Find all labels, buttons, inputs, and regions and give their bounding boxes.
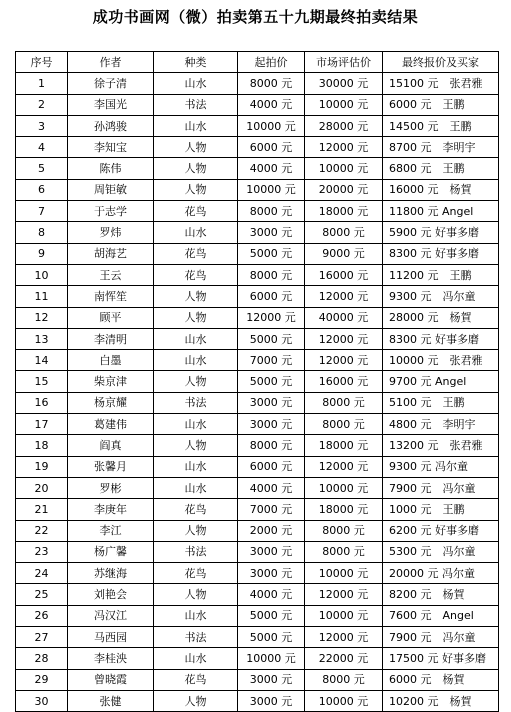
cell-market-value: 20000 元 xyxy=(305,179,383,200)
cell-market-value: 8000 元 xyxy=(305,222,383,243)
cell-market-value: 22000 元 xyxy=(305,648,383,669)
cell-type: 人物 xyxy=(154,307,238,328)
header-author: 作者 xyxy=(68,52,154,73)
table-row xyxy=(16,627,499,648)
cell-type: 人物 xyxy=(154,158,238,179)
cell-author: 徐子清 xyxy=(68,73,154,94)
cell-market-value: 18000 元 xyxy=(305,435,383,456)
cell-start-price: 5000 元 xyxy=(238,627,305,648)
cell-author: 李清明 xyxy=(68,328,154,349)
cell-final-price-buyer: 9700 元 Angel xyxy=(383,371,499,392)
cell-type: 人物 xyxy=(154,371,238,392)
cell-type: 书法 xyxy=(154,627,238,648)
table-row xyxy=(16,690,499,711)
cell-market-value: 8000 元 xyxy=(305,392,383,413)
cell-final-price-buyer: 5300 元 冯尔童 xyxy=(383,541,499,562)
cell-no: 10 xyxy=(16,264,68,285)
header-final-price-buyer: 最终报价及买家 xyxy=(383,52,499,73)
cell-final-price-buyer: 8200 元 杨賀 xyxy=(383,584,499,605)
table-row xyxy=(16,328,499,349)
cell-market-value: 12000 元 xyxy=(305,286,383,307)
cell-start-price: 10000 元 xyxy=(238,115,305,136)
cell-final-price-buyer: 6200 元 好事多磨 xyxy=(383,520,499,541)
cell-market-value: 16000 元 xyxy=(305,371,383,392)
table-row xyxy=(16,520,499,541)
table-row xyxy=(16,201,499,222)
cell-type: 花鸟 xyxy=(154,669,238,690)
cell-start-price: 2000 元 xyxy=(238,520,305,541)
cell-market-value: 10000 元 xyxy=(305,563,383,584)
header-market-value: 市场评估价 xyxy=(305,52,383,73)
cell-start-price: 8000 元 xyxy=(238,264,305,285)
table-row xyxy=(16,286,499,307)
cell-final-price-buyer: 8300 元 好事多磨 xyxy=(383,243,499,264)
table-header-row xyxy=(16,52,499,73)
cell-start-price: 4000 元 xyxy=(238,584,305,605)
cell-final-price-buyer: 8300 元 好事多磨 xyxy=(383,328,499,349)
table-row xyxy=(16,499,499,520)
table-row xyxy=(16,350,499,371)
cell-start-price: 10000 元 xyxy=(238,648,305,669)
cell-author: 罗炜 xyxy=(68,222,154,243)
cell-start-price: 7000 元 xyxy=(238,350,305,371)
cell-no: 11 xyxy=(16,286,68,307)
cell-final-price-buyer: 13200 元 张君雅 xyxy=(383,435,499,456)
cell-author: 罗彬 xyxy=(68,477,154,498)
cell-author: 阎真 xyxy=(68,435,154,456)
cell-market-value: 18000 元 xyxy=(305,499,383,520)
cell-market-value: 12000 元 xyxy=(305,350,383,371)
cell-final-price-buyer: 7900 元 冯尔童 xyxy=(383,477,499,498)
cell-author: 顾平 xyxy=(68,307,154,328)
cell-market-value: 12000 元 xyxy=(305,137,383,158)
table-row xyxy=(16,94,499,115)
cell-market-value: 12000 元 xyxy=(305,584,383,605)
cell-type: 人物 xyxy=(154,179,238,200)
cell-final-price-buyer: 5100 元 王鹏 xyxy=(383,392,499,413)
cell-start-price: 3000 元 xyxy=(238,690,305,711)
cell-final-price-buyer: 9300 元 冯尔童 xyxy=(383,456,499,477)
cell-type: 书法 xyxy=(154,392,238,413)
cell-no: 22 xyxy=(16,520,68,541)
cell-type: 山水 xyxy=(154,648,238,669)
cell-author: 陈伟 xyxy=(68,158,154,179)
table-row xyxy=(16,477,499,498)
cell-type: 山水 xyxy=(154,328,238,349)
table-row xyxy=(16,307,499,328)
cell-no: 20 xyxy=(16,477,68,498)
cell-start-price: 6000 元 xyxy=(238,137,305,158)
cell-no: 27 xyxy=(16,627,68,648)
table-row xyxy=(16,563,499,584)
cell-type: 花鸟 xyxy=(154,499,238,520)
cell-start-price: 8000 元 xyxy=(238,73,305,94)
cell-author: 胡海艺 xyxy=(68,243,154,264)
cell-author: 马西园 xyxy=(68,627,154,648)
cell-no: 15 xyxy=(16,371,68,392)
cell-author: 李江 xyxy=(68,520,154,541)
cell-author: 南恽笙 xyxy=(68,286,154,307)
cell-no: 29 xyxy=(16,669,68,690)
cell-no: 9 xyxy=(16,243,68,264)
cell-type: 花鸟 xyxy=(154,243,238,264)
cell-final-price-buyer: 7900 元 冯尔童 xyxy=(383,627,499,648)
cell-author: 李庚年 xyxy=(68,499,154,520)
table-row xyxy=(16,456,499,477)
cell-no: 17 xyxy=(16,414,68,435)
table-row xyxy=(16,264,499,285)
cell-type: 书法 xyxy=(154,541,238,562)
cell-final-price-buyer: 10200 元 杨賀 xyxy=(383,690,499,711)
cell-start-price: 4000 元 xyxy=(238,158,305,179)
cell-author: 柴京津 xyxy=(68,371,154,392)
table-row xyxy=(16,243,499,264)
cell-type: 人物 xyxy=(154,137,238,158)
table-row xyxy=(16,648,499,669)
cell-market-value: 10000 元 xyxy=(305,605,383,626)
cell-final-price-buyer: 14500 元 王鹏 xyxy=(383,115,499,136)
cell-author: 王云 xyxy=(68,264,154,285)
cell-market-value: 28000 元 xyxy=(305,115,383,136)
cell-type: 山水 xyxy=(154,222,238,243)
cell-type: 山水 xyxy=(154,456,238,477)
table-row xyxy=(16,435,499,456)
cell-type: 山水 xyxy=(154,350,238,371)
cell-market-value: 12000 元 xyxy=(305,328,383,349)
cell-market-value: 8000 元 xyxy=(305,669,383,690)
cell-author: 葛建伟 xyxy=(68,414,154,435)
cell-start-price: 3000 元 xyxy=(238,541,305,562)
cell-final-price-buyer: 6000 元 王鹏 xyxy=(383,94,499,115)
table-row xyxy=(16,669,499,690)
cell-no: 28 xyxy=(16,648,68,669)
cell-start-price: 3000 元 xyxy=(238,563,305,584)
cell-final-price-buyer: 6800 元 王鹏 xyxy=(383,158,499,179)
cell-author: 苏继海 xyxy=(68,563,154,584)
cell-type: 书法 xyxy=(154,94,238,115)
cell-author: 孙鸿骏 xyxy=(68,115,154,136)
cell-final-price-buyer: 5900 元 好事多磨 xyxy=(383,222,499,243)
table-row xyxy=(16,158,499,179)
cell-final-price-buyer: 15100 元 张君雅 xyxy=(383,73,499,94)
table-row xyxy=(16,179,499,200)
cell-author: 杨京耀 xyxy=(68,392,154,413)
cell-start-price: 12000 元 xyxy=(238,307,305,328)
cell-market-value: 8000 元 xyxy=(305,541,383,562)
cell-market-value: 12000 元 xyxy=(305,456,383,477)
cell-start-price: 6000 元 xyxy=(238,286,305,307)
cell-final-price-buyer: 4800 元 李明宇 xyxy=(383,414,499,435)
cell-start-price: 3000 元 xyxy=(238,669,305,690)
cell-start-price: 4000 元 xyxy=(238,94,305,115)
cell-type: 山水 xyxy=(154,605,238,626)
cell-no: 16 xyxy=(16,392,68,413)
cell-final-price-buyer: 10000 元 张君雅 xyxy=(383,350,499,371)
cell-no: 6 xyxy=(16,179,68,200)
cell-no: 4 xyxy=(16,137,68,158)
cell-author: 周钜敏 xyxy=(68,179,154,200)
cell-author: 李桂泱 xyxy=(68,648,154,669)
table-row xyxy=(16,392,499,413)
cell-type: 人物 xyxy=(154,584,238,605)
cell-no: 19 xyxy=(16,456,68,477)
cell-start-price: 5000 元 xyxy=(238,328,305,349)
table-row xyxy=(16,541,499,562)
cell-no: 25 xyxy=(16,584,68,605)
cell-market-value: 8000 元 xyxy=(305,414,383,435)
cell-no: 8 xyxy=(16,222,68,243)
table-row xyxy=(16,222,499,243)
cell-type: 人物 xyxy=(154,690,238,711)
cell-no: 14 xyxy=(16,350,68,371)
cell-type: 花鸟 xyxy=(154,563,238,584)
cell-final-price-buyer: 11200 元 王鹏 xyxy=(383,264,499,285)
cell-market-value: 18000 元 xyxy=(305,201,383,222)
cell-start-price: 4000 元 xyxy=(238,477,305,498)
cell-start-price: 8000 元 xyxy=(238,201,305,222)
cell-start-price: 3000 元 xyxy=(238,414,305,435)
cell-market-value: 16000 元 xyxy=(305,264,383,285)
cell-market-value: 30000 元 xyxy=(305,73,383,94)
table-row xyxy=(16,137,499,158)
cell-final-price-buyer: 20000 元 冯尔童 xyxy=(383,563,499,584)
cell-no: 2 xyxy=(16,94,68,115)
cell-author: 曾晓霞 xyxy=(68,669,154,690)
cell-author: 杨广馨 xyxy=(68,541,154,562)
cell-start-price: 5000 元 xyxy=(238,605,305,626)
cell-author: 李知宝 xyxy=(68,137,154,158)
cell-author: 白墨 xyxy=(68,350,154,371)
table-row xyxy=(16,605,499,626)
cell-author: 于志学 xyxy=(68,201,154,222)
cell-start-price: 5000 元 xyxy=(238,371,305,392)
cell-final-price-buyer: 9300 元 冯尔童 xyxy=(383,286,499,307)
cell-type: 人物 xyxy=(154,286,238,307)
cell-final-price-buyer: 11800 元 Angel xyxy=(383,201,499,222)
header-no: 序号 xyxy=(16,52,68,73)
cell-author: 李国光 xyxy=(68,94,154,115)
cell-type: 人物 xyxy=(154,435,238,456)
cell-final-price-buyer: 16000 元 杨賀 xyxy=(383,179,499,200)
header-start-price: 起拍价 xyxy=(238,52,305,73)
cell-author: 张馨月 xyxy=(68,456,154,477)
cell-start-price: 5000 元 xyxy=(238,243,305,264)
cell-no: 18 xyxy=(16,435,68,456)
cell-no: 3 xyxy=(16,115,68,136)
table-row xyxy=(16,584,499,605)
cell-final-price-buyer: 8700 元 李明宇 xyxy=(383,137,499,158)
header-type: 种类 xyxy=(154,52,238,73)
cell-market-value: 10000 元 xyxy=(305,477,383,498)
cell-author: 张健 xyxy=(68,690,154,711)
cell-start-price: 10000 元 xyxy=(238,179,305,200)
cell-final-price-buyer: 7600 元 Angel xyxy=(383,605,499,626)
cell-no: 23 xyxy=(16,541,68,562)
cell-market-value: 12000 元 xyxy=(305,627,383,648)
cell-type: 花鸟 xyxy=(154,201,238,222)
cell-final-price-buyer: 17500 元 好事多磨 xyxy=(383,648,499,669)
cell-market-value: 10000 元 xyxy=(305,158,383,179)
cell-start-price: 6000 元 xyxy=(238,456,305,477)
cell-start-price: 7000 元 xyxy=(238,499,305,520)
cell-no: 24 xyxy=(16,563,68,584)
cell-final-price-buyer: 28000 元 杨賀 xyxy=(383,307,499,328)
cell-market-value: 8000 元 xyxy=(305,520,383,541)
table-row xyxy=(16,115,499,136)
cell-no: 21 xyxy=(16,499,68,520)
table-row xyxy=(16,371,499,392)
cell-no: 13 xyxy=(16,328,68,349)
cell-type: 花鸟 xyxy=(154,264,238,285)
cell-no: 7 xyxy=(16,201,68,222)
cell-type: 人物 xyxy=(154,520,238,541)
cell-no: 1 xyxy=(16,73,68,94)
cell-no: 12 xyxy=(16,307,68,328)
cell-market-value: 40000 元 xyxy=(305,307,383,328)
cell-no: 26 xyxy=(16,605,68,626)
cell-author: 刘艳会 xyxy=(68,584,154,605)
auction-results-table xyxy=(15,51,499,712)
cell-market-value: 9000 元 xyxy=(305,243,383,264)
cell-type: 山水 xyxy=(154,73,238,94)
cell-market-value: 10000 元 xyxy=(305,690,383,711)
cell-no: 30 xyxy=(16,690,68,711)
cell-no: 5 xyxy=(16,158,68,179)
page-title: 成功书画网（微）拍卖第五十九期最终拍卖结果 xyxy=(92,8,419,26)
cell-start-price: 8000 元 xyxy=(238,435,305,456)
table-row xyxy=(16,414,499,435)
cell-final-price-buyer: 6000 元 杨賀 xyxy=(383,669,499,690)
cell-type: 山水 xyxy=(154,477,238,498)
cell-start-price: 3000 元 xyxy=(238,392,305,413)
cell-type: 山水 xyxy=(154,115,238,136)
cell-market-value: 10000 元 xyxy=(305,94,383,115)
cell-author: 冯汉江 xyxy=(68,605,154,626)
cell-final-price-buyer: 1000 元 王鹏 xyxy=(383,499,499,520)
cell-start-price: 3000 元 xyxy=(238,222,305,243)
table-row xyxy=(16,73,499,94)
cell-type: 山水 xyxy=(154,414,238,435)
